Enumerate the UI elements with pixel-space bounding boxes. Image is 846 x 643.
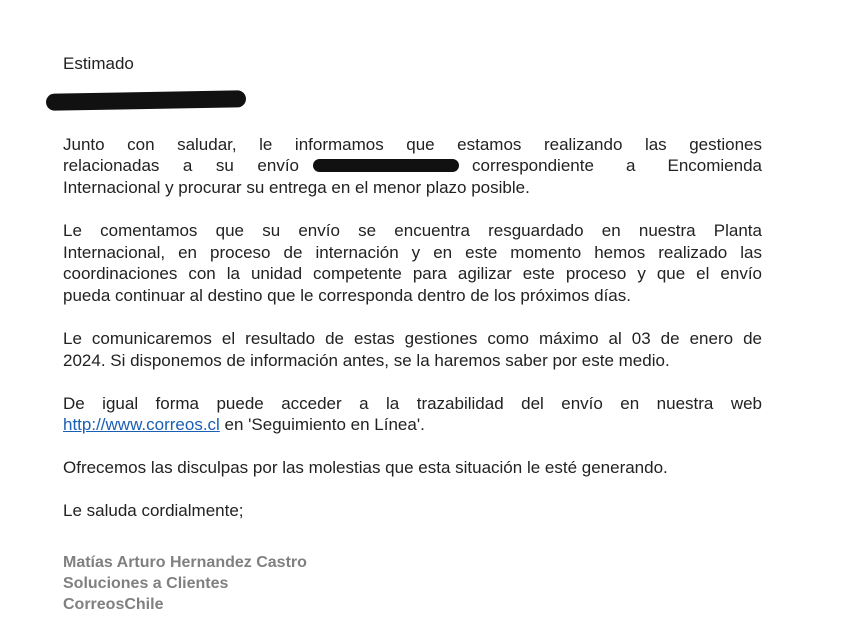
paragraph-4-line-1: De igual forma puede acceder a la trazabilidad del envío en nuestra web [63,394,762,413]
closing-line: Le saluda cordialmente; [63,501,244,520]
paragraph-2-line-2: Internacional, en proceso de internación y en este momento hemos realizado las [63,243,762,262]
paragraph-5: Ofrecemos las disculpas por las molestias que esta situación le esté generando. [63,458,668,477]
paragraph-3-line-2: 2024. Si disponemos de información antes, se la haremos saber por este medio. [63,351,670,370]
signature-name: Matías Arturo Hernandez Castro [63,554,307,571]
signature-department: Soluciones a Clientes [63,575,229,592]
paragraph-4-line-2-rest: en 'Seguimiento en Línea'. [219,415,425,434]
paragraph-1-line-1: Junto con saludar, le informamos que estamos realizando las gestiones [63,135,762,154]
paragraph-2-line-1: Le comentamos que su envío se encuentra resguardado en nuestra Planta [63,221,762,240]
paragraph-4-line-2 [63,414,425,435]
redacted-recipient-name [46,90,246,110]
paragraph-1-line-3: Internacional y procurar su entrega en el menor plazo posible. [63,178,530,197]
paragraph-1-line-2-start: relacionadas a su envío [63,156,299,175]
signature-company: CorreosChile [63,596,164,613]
greeting: Estimado [63,54,134,73]
paragraph-1-line-2-end: correspondiente a Encomienda [472,156,762,175]
redacted-tracking-number [313,159,459,172]
paragraph-3-line-1: Le comunicaremos el resultado de estas gestiones como máximo al 03 de enero de [63,329,762,348]
paragraph-2-line-3: coordinaciones con la unidad competente para agilizar este proceso y que el envío [63,264,762,283]
paragraph-2-line-4: pueda continuar al destino que le corresponda dentro de los próximos días. [63,286,631,305]
paragraph-1-line-2 [63,155,762,176]
correos-website-link[interactable]: http://www.correos.cl [63,415,220,434]
